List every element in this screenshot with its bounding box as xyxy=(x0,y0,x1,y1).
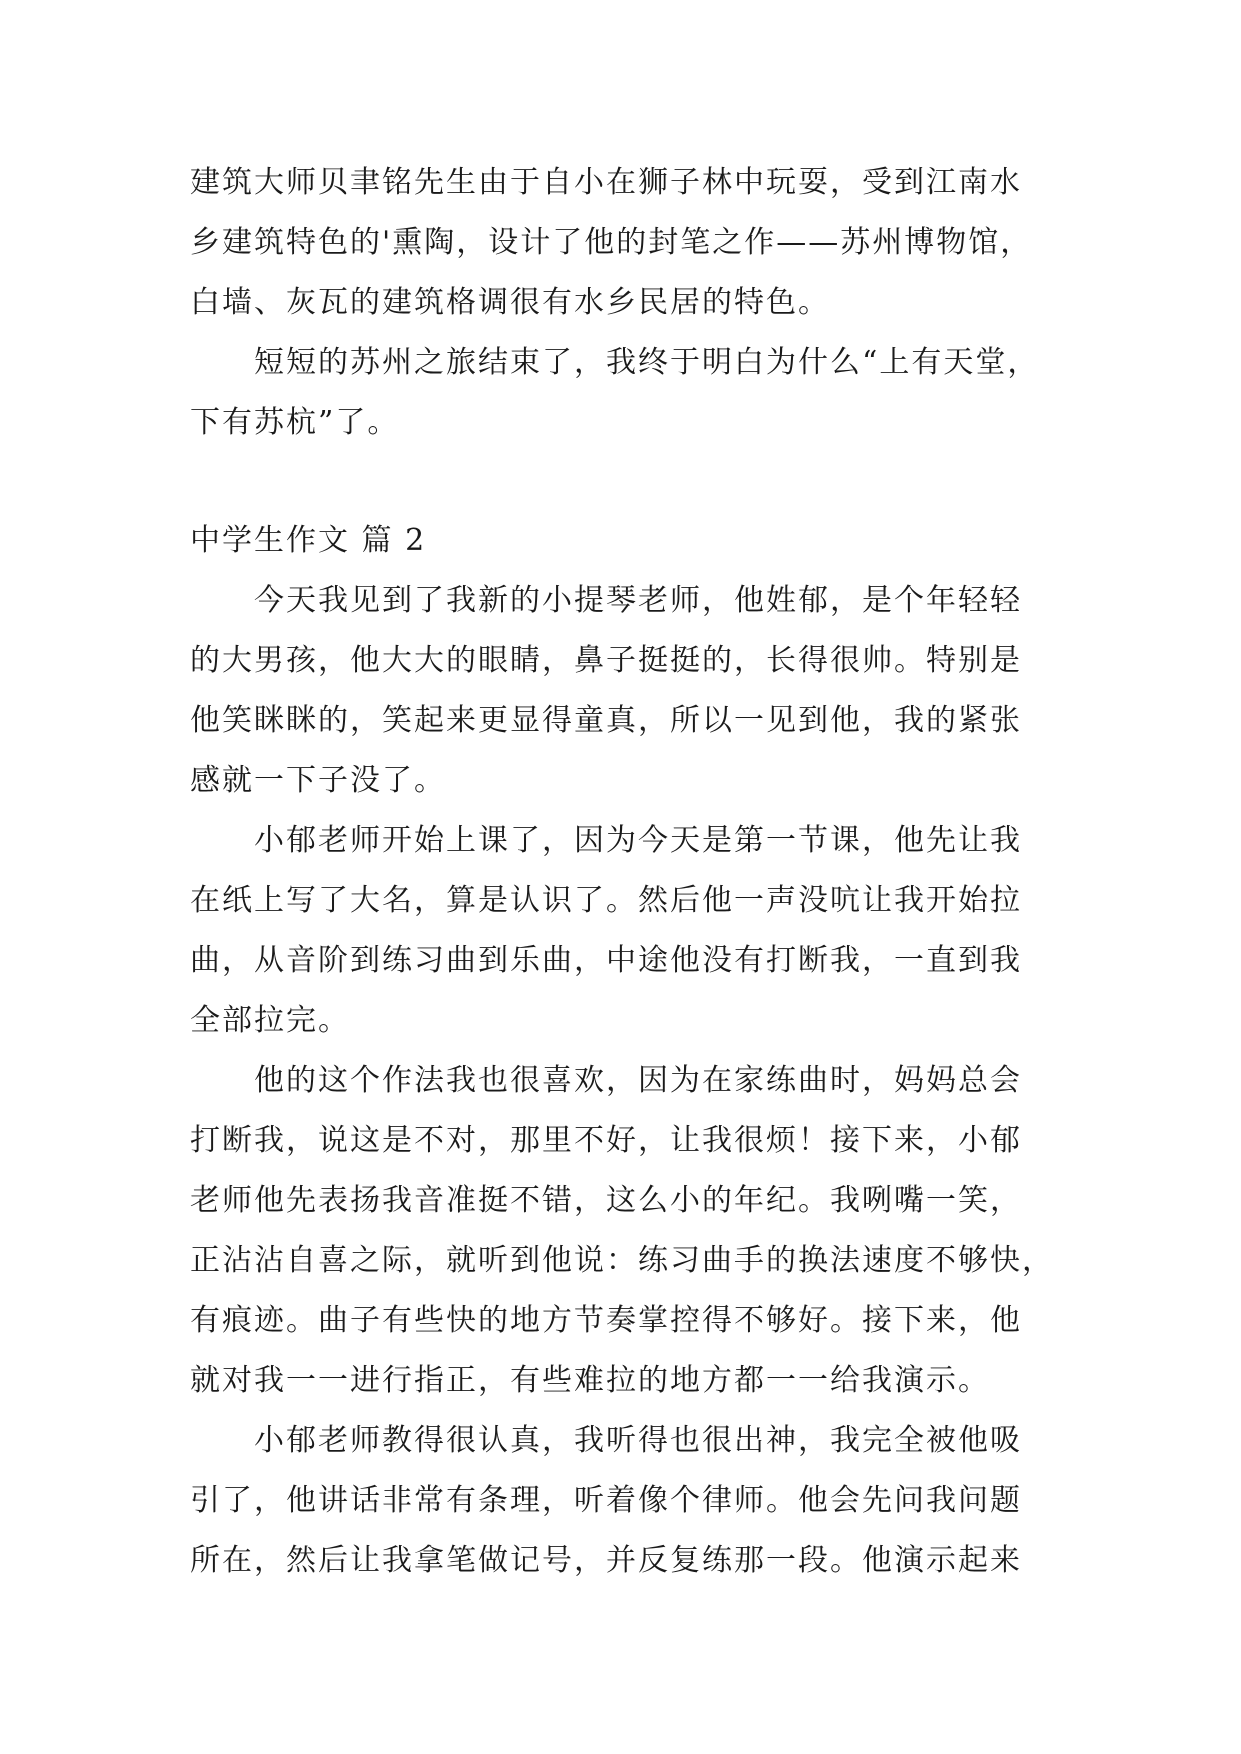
text-line: 全部拉完。 xyxy=(190,1003,350,1038)
text-line: 下有苏杭”了。 xyxy=(190,405,400,440)
paragraph-3 xyxy=(190,571,1060,811)
text-line: 的大男孩，他大大的眼睛，鼻子挺挺的，长得很帅。特别是 xyxy=(190,643,1022,678)
text-line: 引了，他讲话非常有条理，听着像个律师。他会先问我问题 xyxy=(190,1483,1022,1518)
text-line: 感就一下子没了。 xyxy=(190,763,446,798)
text-line: 在纸上写了大名，算是认识了。然后他一声没吭让我开始拉 xyxy=(190,883,1022,918)
text-line: 白墙、灰瓦的建筑格调很有水乡民居的特色。 xyxy=(190,285,830,320)
text-line: 建筑大师贝聿铭先生由于自小在狮子林中玩耍，受到江南水 xyxy=(190,165,1022,200)
paragraph-4 xyxy=(190,811,1060,1051)
paragraph-6 xyxy=(190,1411,1060,1591)
text-line: 所在，然后让我拿笔做记号，并反复练那一段。他演示起来 xyxy=(190,1543,1022,1578)
text-line: 他笑眯眯的，笑起来更显得童真，所以一见到他，我的紧张 xyxy=(190,703,1022,738)
text-line: 今天我见到了我新的小提琴老师，他姓郁，是个年轻轻 xyxy=(254,583,1022,618)
section-heading: 中学生作文 篇 2 xyxy=(190,523,427,558)
text-line: 就对我一一进行指正，有些难拉的地方都一一给我演示。 xyxy=(190,1363,990,1398)
paragraph-2 xyxy=(190,333,1060,453)
text-line: 小郁老师开始上课了，因为今天是第一节课，他先让我 xyxy=(254,823,1022,858)
text-line: 他的这个作法我也很喜欢，因为在家练曲时，妈妈总会 xyxy=(254,1063,1022,1098)
text-line: 乡建筑特色的'熏陶，设计了他的封笔之作——苏州博物馆， xyxy=(190,225,1033,260)
paragraph-1 xyxy=(190,153,1060,333)
text-line: 小郁老师教得很认真，我听得也很出神，我完全被他吸 xyxy=(254,1423,1022,1458)
text-line: 打断我，说这是不对，那里不好，让我很烦！接下来，小郁 xyxy=(190,1123,1022,1158)
text-line: 正沾沾自喜之际，就听到他说：练习曲手的换法速度不够快， xyxy=(190,1243,1054,1278)
text-line: 短短的苏州之旅结束了，我终于明白为什么“上有天堂， xyxy=(254,345,1040,380)
text-line: 曲，从音阶到练习曲到乐曲，中途他没有打断我，一直到我 xyxy=(190,943,1022,978)
text-line: 老师他先表扬我音准挺不错，这么小的年纪。我咧嘴一笑， xyxy=(190,1183,1022,1218)
text-line: 有痕迹。曲子有些快的地方节奏掌控得不够好。接下来，他 xyxy=(190,1303,1022,1338)
paragraph-5 xyxy=(190,1051,1060,1411)
